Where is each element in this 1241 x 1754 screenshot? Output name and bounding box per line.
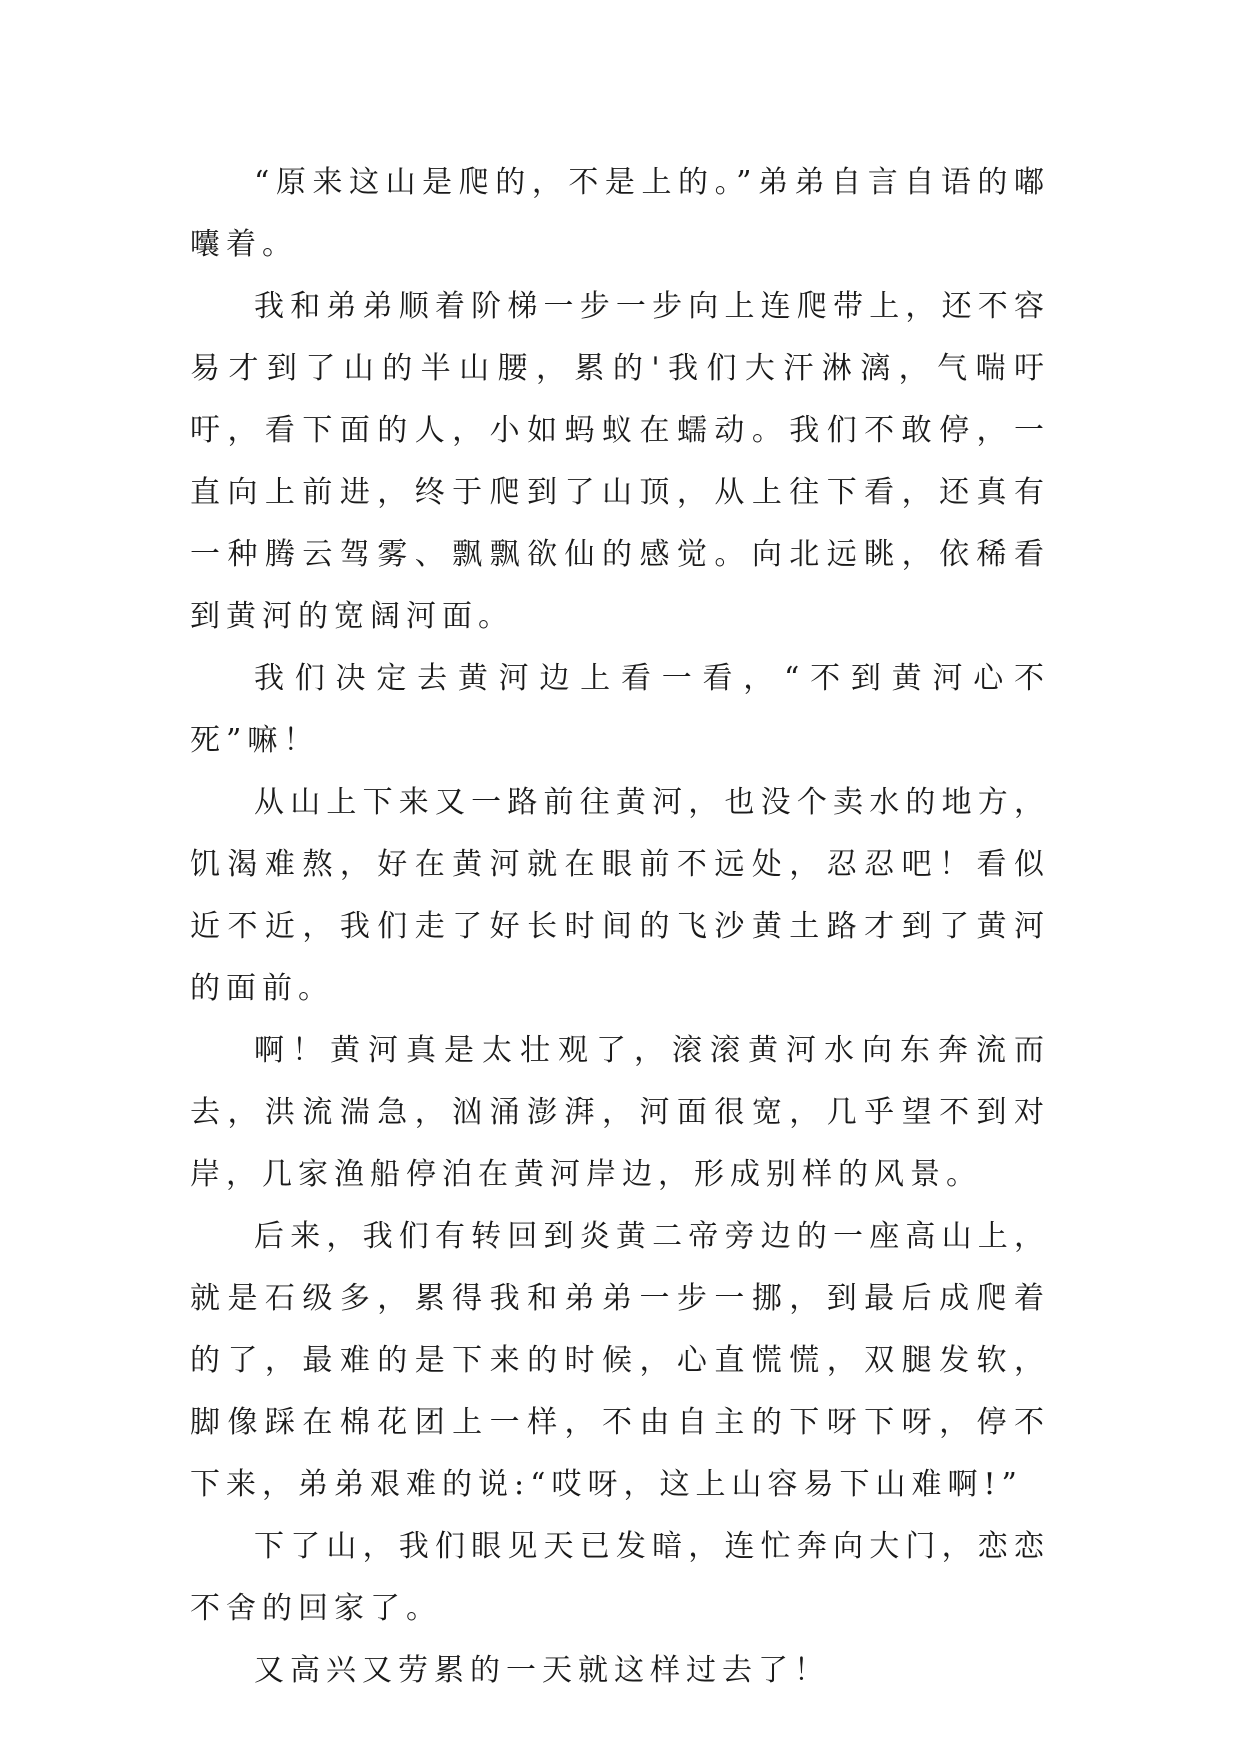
paragraph-7: 下了山，我们眼见天已发暗，连忙奔向大门，恋恋不舍的回家了。	[190, 1529, 1050, 1626]
paragraph-4: 从山上下来又一路前往黄河，也没个卖水的地方，饥渴难熬，好在黄河就在眼前不远处，忍忍吧！看似近不近，我们走了好长时间的飞沙黄土路才到了黄河的面前。	[190, 785, 1050, 1006]
paragraph-6: 后来，我们有转回到炎黄二帝旁边的一座高山上，就是石级多，累得我和弟弟一步一挪，到最后成爬着的了，最难的是下来的时候，心直慌慌，双腿发软，脚像踩在棉花团上一样，不由自主的下呀下呀，停不下来，弟弟艰难的说:“哎呀，这上山容易下山难啊!”	[190, 1219, 1050, 1502]
paragraph-1: “原来这山是爬的，不是上的。”弟弟自言自语的嘟囔着。	[190, 165, 1050, 262]
paragraph-8: 又高兴又劳累的一天就这样过去了！	[254, 1653, 830, 1688]
document-body	[190, 152, 1050, 1702]
paragraph-2: 我和弟弟顺着阶梯一步一步向上连爬带上，还不容易才到了山的半山腰，累的'我们大汗淋漓，气喘吁吁，看下面的人，小如蚂蚁在蠕动。我们不敢停，一直向上前进，终于爬到了山顶，从上往下看，还真有一种腾云驾雾、飘飘欲仙的感觉。向北远眺，依稀看到黄河的宽阔河面。	[190, 289, 1050, 634]
paragraph-3: 我们决定去黄河边上看一看，“不到黄河心不死”嘛！	[190, 661, 1050, 758]
paragraph-5: 啊！黄河真是太壮观了，滚滚黄河水向东奔流而去，洪流湍急，汹涌澎湃，河面很宽，几乎望不到对岸，几家渔船停泊在黄河岸边，形成别样的风景。	[190, 1033, 1050, 1192]
